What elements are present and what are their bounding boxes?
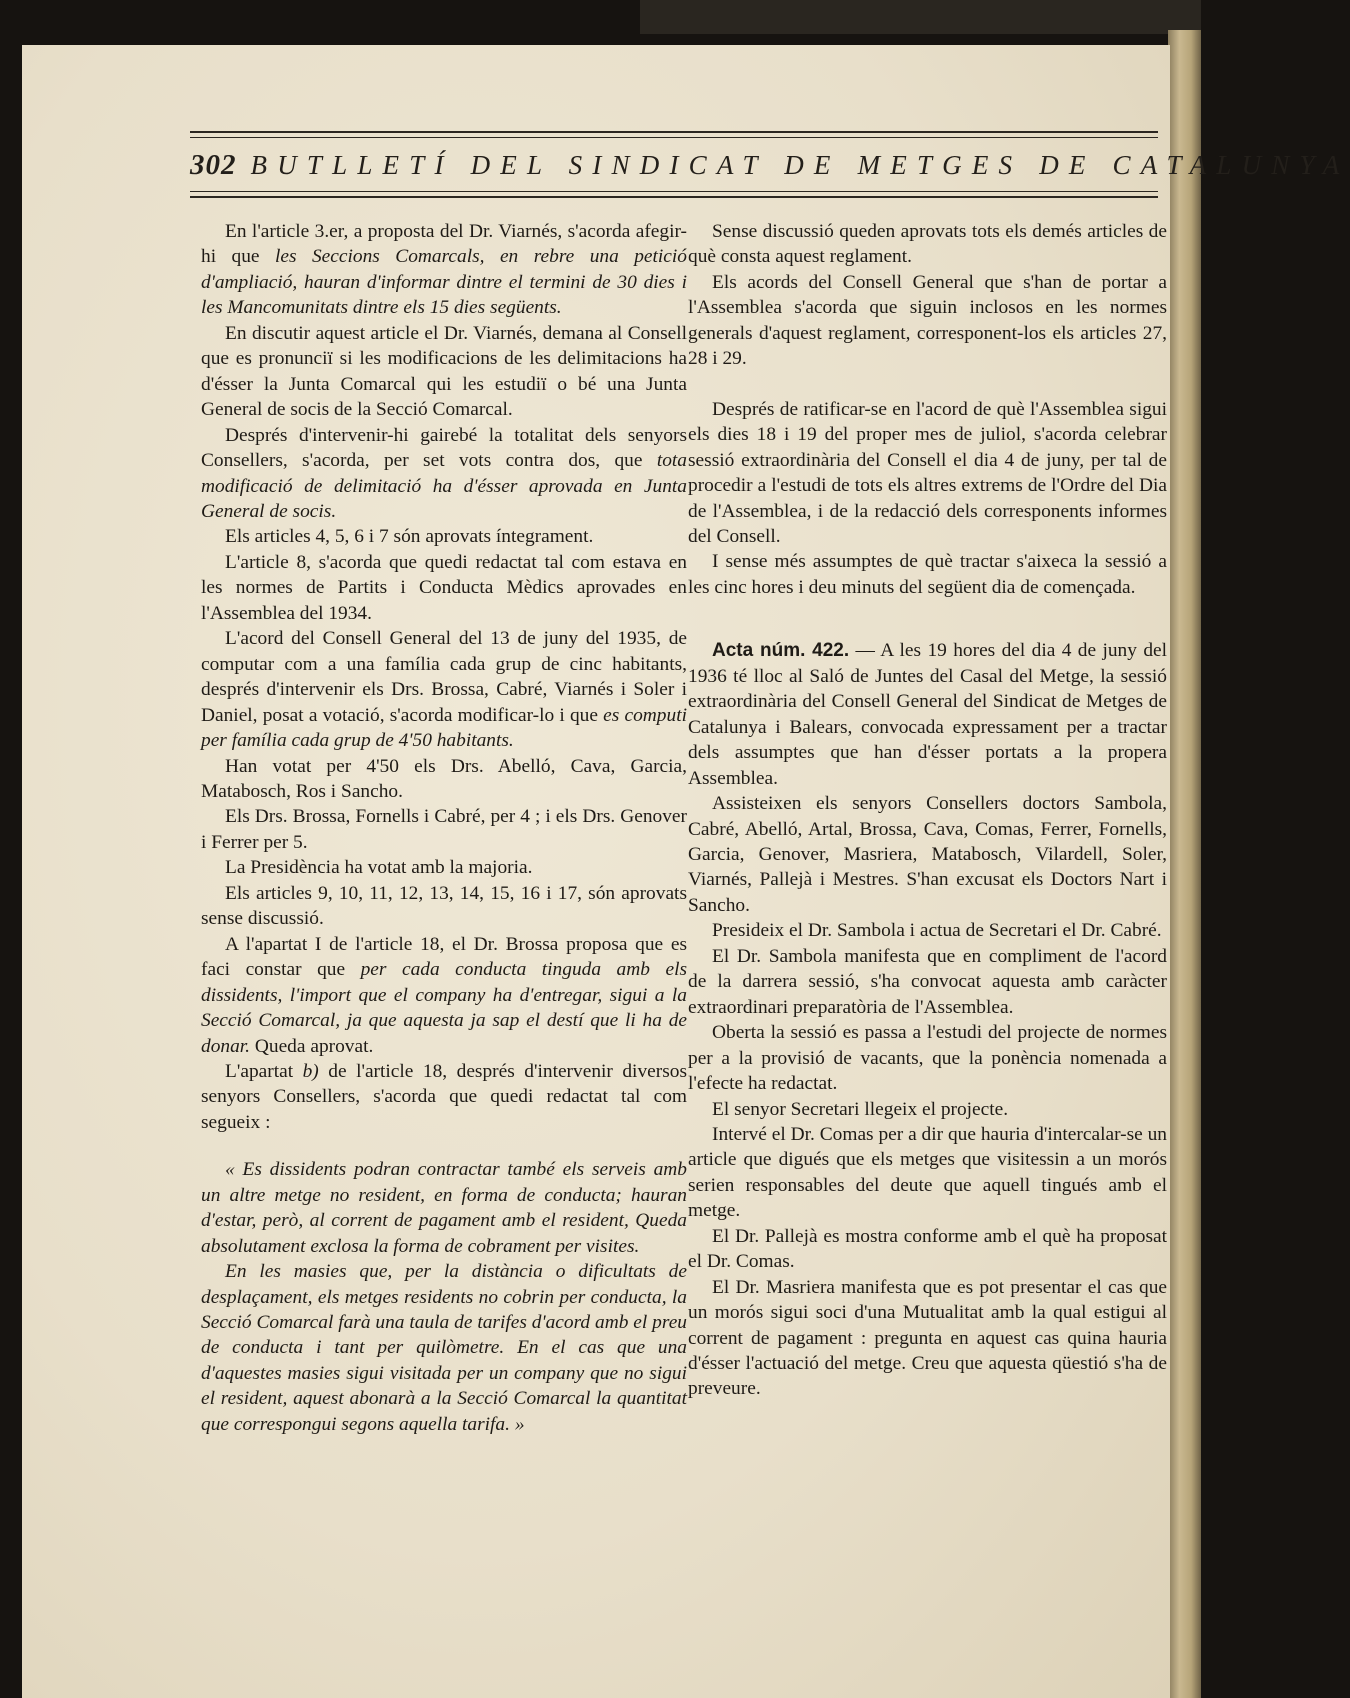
header-rule-top-thin [190, 137, 1158, 138]
paragraph: L'acord del Consell General del 13 de juny del 1935, de computar com a una família cada grup de cinc habitants, després d'intervenir els Drs. Brossa, Cabré, Viarnés i Soler i Daniel, posat a votació, s'acorda modificar-lo i que es computi per família cada grup de 4'50 habitants. [201, 628, 687, 752]
paragraph: Assisteixen els senyors Consellers doctors Sambola, Cabré, Abelló, Artal, Brossa, Cava, Comas, Ferrer, Fornells, Garcia, Genover, Masriera, Matabosch, Vilardell, Soler, Viarnés, Pallejà i Mestres. S'han excusat els Doctors Nart i Sancho. [688, 793, 1167, 916]
paragraph: Oberta la sessió es passa a l'estudi del projecte de normes per a la provisió de vacants, que la ponència nomenada a l'efecte ha redactat. [688, 1022, 1167, 1095]
paragraph: Després de ratificar-se en l'acord de què l'Assemblea sigui els dies 18 i 19 del proper mes de juliol, s'acorda celebrar sessió extraordinària del Consell el dia 4 de juny, per tal de procedir a l'estudi de tots els altres extrems de l'Ordre del Dia de l'Assemblea, i de la redacció dels corresponents informes del Consell. [688, 398, 1167, 547]
left-column [201, 219, 687, 1437]
quoted-article-text [201, 1157, 687, 1437]
paragraph: El senyor Secretari llegeix el projecte. [712, 1098, 1009, 1120]
paragraph: Els articles 4, 5, 6 i 7 són aprovats íntegrament. [225, 526, 594, 548]
acta-paragraph: Acta núm. 422. — A les 19 hores del dia 4 de juny del 1936 té lloc al Saló de Juntes del Casal del Metge, la sessió extraordinària del Consell General del Sindicat de Metges de Catalunya i Balears, convocada expressament per a tractar dels assumptes que han d'ésser portats a la propera Assemblea. [688, 640, 1168, 789]
paragraph: La Presidència ha votat amb la majoria. [225, 857, 533, 879]
journal-page [22, 45, 1350, 1698]
paragraph: Els articles 9, 10, 11, 12, 13, 14, 15, 16 i 17, són aprovats sense discussió. [201, 882, 687, 930]
paragraph: Els Drs. Brossa, Fornells i Cabré, per 4 ; i els Drs. Genover i Ferrer per 5. [201, 806, 687, 853]
paragraph: El Dr. Pallejà es mostra conforme amb el què ha proposat el Dr. Comas. [688, 1225, 1167, 1273]
paragraph: Sense discussió queden aprovats tots els demés articles de què consta aquest reglament. [688, 221, 1167, 268]
quote-paragraph: « Es dissidents podran contractar també els serveis amb un altre metge no resident, en forma de conducta; hauran d'estar, però, al corrent de pagament amb el resident, Queda absolutament exclosa la forma de cobrament per visites. [201, 1159, 687, 1257]
right-column [688, 219, 1167, 1402]
paragraph: Després d'intervenir-hi gairebé la totalitat dels senyors Consellers, s'acorda, per set vots contra dos, que tota modificació de delimitació ha d'ésser aprovada en Junta General de socis. [201, 424, 687, 522]
paragraph: El Dr. Masriera manifesta que es pot presentar el cas que un morós sigui soci d'una Mutualitat amb la qual estigui al corrent de pagament : pregunta en aquest cas quina hauria d'ésser l'actuació del metge. Creu que aquesta qüestió s'ha de preveure. [688, 1276, 1167, 1400]
paragraph: Els acords del Consell General que s'han de portar a l'Assemblea s'acorda que siguin inclosos en les normes generals d'aquest reglament, corresponent-los els articles 27, 28 i 29. [688, 271, 1167, 370]
page-number: 302 [190, 148, 237, 181]
paragraph: L'apartat b) de l'article 18, després d'intervenir diversos senyors Consellers, s'acorda que quedi redactat tal com segueix : [201, 1060, 687, 1133]
journal-title: BUTLLETÍ DEL SINDICAT DE METGES DE CATALUNYA [250, 149, 1350, 180]
paragraph: L'article 8, s'acorda que quedi redactat tal com estava en les normes de Partits i Conducta Mèdics aprovades en l'Assemblea del 1934. [201, 551, 687, 624]
header-rule-top [190, 131, 1158, 133]
paragraph: En l'article 3.er, a proposta del Dr. Viarnés, s'acorda afegir-hi que les Seccions Comarcals, en rebre una petició d'ampliació, hauran d'informar dintre el termini de 30 dies i les Mancomunitats dintre els 15 dies següents. [201, 221, 687, 319]
paragraph: Han votat per 4'50 els Drs. Abelló, Cava, Garcia, Matabosch, Ros i Sancho. [201, 755, 687, 802]
paragraph: El Dr. Sambola manifesta que en compliment de l'acord de la darrera sessió, s'ha convocat aquesta amb caràcter extraordinari preparatòria de l'Assemblea. [688, 945, 1167, 1018]
acta-heading: Acta núm. 422. [712, 640, 850, 662]
paragraph: En discutir aquest article el Dr. Viarnés, demana al Consell que es pronunciï si les modificacions de les delimitacions ha d'ésser la Junta Comarcal qui les estudiï o bé una Junta General de socis de la Secció Comarcal. [201, 322, 687, 421]
paragraph: Intervé el Dr. Comas per a dir que hauria d'intercalar-se un article que digués que els metges que visitessin a un morós serien responsables del deute que aquell tingués amb el metge. [688, 1123, 1167, 1222]
adjacent-page-edge [1168, 30, 1201, 1698]
quote-paragraph: En les masies que, per la distància o dificultats de desplaçament, els metges residents no cobrin per conducta, la Secció Comarcal farà una taula de tarifes d'acord amb el preu de conducta i tant per quilòmetre. En el cas que una d'aquestes masies sigui visitada per un company que no sigui el resident, aquest abonarà a la Secció Comarcal la quantitat que correspongui segons aquella tarifa. » [201, 1261, 687, 1435]
header-rule-bottom [190, 196, 1158, 198]
paragraph: A l'apartat I de l'article 18, el Dr. Brossa proposa que es faci constar que per cada conducta tinguda amb els dissidents, l'import que el company ha d'entregar, sigui a la Secció Comarcal, ja que aquesta ja sap el destí que li ha de donar. Queda aprovat. [201, 933, 687, 1057]
paragraph: I sense més assumptes de què tractar s'aixeca la sessió a les cinc hores i deu minuts del següent dia de començada. [688, 551, 1167, 598]
running-header [190, 142, 1350, 188]
paragraph: Presideix el Dr. Sambola i actua de Secretari el Dr. Cabré. [712, 920, 1162, 942]
header-rule-bottom-thin [190, 191, 1158, 192]
scanner-background-top [640, 0, 1201, 34]
